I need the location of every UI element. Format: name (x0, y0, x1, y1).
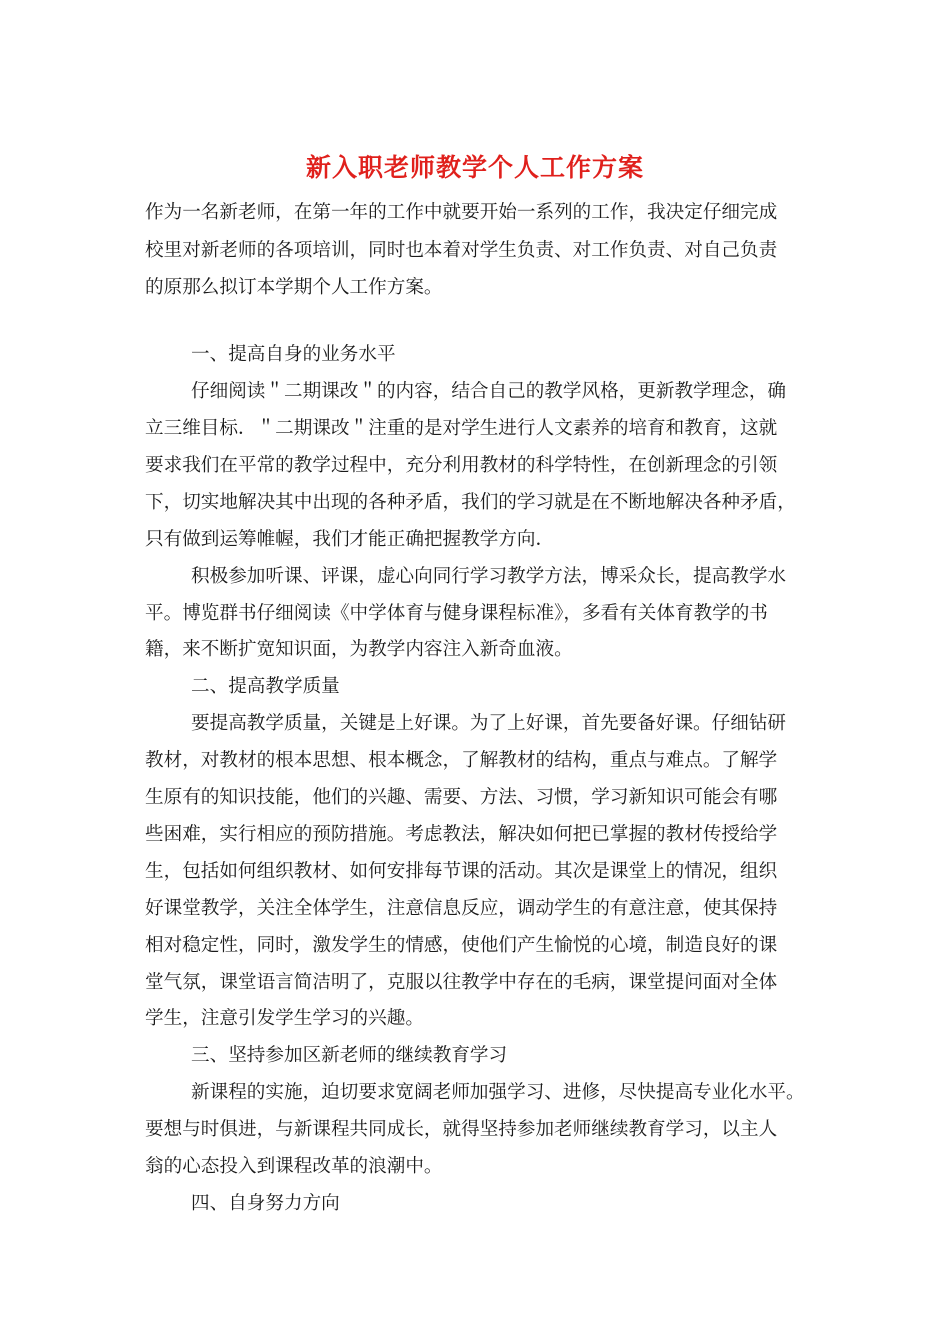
body-line: 生，包括如何组织教材、如何安排每节课的活动。其次是课堂上的情况，组织 (145, 861, 778, 882)
body-line: 新课程的实施，迫切要求宽阔老师加强学习、进修，尽快提高专业化水平。 (191, 1082, 805, 1103)
body-line: 作为一名新老师，在第一年的工作中就要开始一系列的工作，我决定仔细完成 (145, 202, 778, 223)
body-line: 要提高教学质量，关键是上好课。为了上好课，首先要备好课。仔细钻研 (191, 713, 787, 734)
body-line: 籍，来不断扩宽知识面，为教学内容注入新奇血液。 (145, 639, 573, 660)
section-heading: 四、自身努力方向 (191, 1193, 340, 1214)
body-line: 好课堂教学，关注全体学生，注意信息反应，调动学生的有意注意，使其保持 (145, 898, 778, 919)
body-line: 立三维目标．＂二期课改＂注重的是对学生进行人文素养的培育和教育，这就 (145, 418, 778, 439)
document-title: 新入职老师教学个人工作方案 (305, 153, 644, 182)
body-line: 的原那么拟订本学期个人工作方案。 (145, 277, 443, 298)
body-line: 下，切实地解决其中出现的各种矛盾，我们的学习就是在不断地解决各种矛盾， (145, 492, 796, 513)
body-line: 要想与时俱进，与新课程共同成长，就得坚持参加老师继续教育学习，以主人 (145, 1119, 778, 1140)
section-heading: 二、提高教学质量 (191, 676, 340, 697)
section-heading: 三、坚持参加区新老师的继续教育学习 (191, 1045, 508, 1066)
body-line: 校里对新老师的各项培训，同时也本着对学生负责、对工作负责、对自己负责 (145, 240, 778, 261)
body-line: 平。博览群书仔细阅读《中学体育与健身课程标准》，多看有关体育教学的书 (145, 603, 768, 624)
body-line: 翁的心态投入到课程改革的浪潮中。 (145, 1156, 443, 1177)
section-heading: 一、提高自身的业务水平 (191, 344, 396, 365)
body-line: 学生，注意引发学生学习的兴趣。 (145, 1008, 424, 1029)
body-line: 生原有的知识技能，他们的兴趣、需要、方法、习惯，学习新知识可能会有哪 (145, 787, 778, 808)
body-line: 相对稳定性，同时，激发学生的情感，使他们产生愉悦的心境，制造良好的课 (145, 935, 778, 956)
body-line: 积极参加听课、评课，虚心向同行学习教学方法，博采众长，提高教学水 (191, 566, 787, 587)
body-line: 仔细阅读＂二期课改＂的内容，结合自己的教学风格，更新教学理念，确 (191, 381, 787, 402)
body-line: 些困难，实行相应的预防措施。考虑教法，解决如何把已掌握的教材传授给学 (145, 824, 778, 845)
body-line: 教材，对教材的根本思想、根本概念，了解教材的结构，重点与难点。了解学 (145, 750, 778, 771)
body-line: 堂气氛，课堂语言简洁明了，克服以往教学中存在的毛病，课堂提问面对全体 (145, 972, 778, 993)
body-line: 要求我们在平常的教学过程中，充分利用教材的科学特性，在创新理念的引领 (145, 455, 778, 476)
body-line: 只有做到运筹帷幄，我们才能正确把握教学方向． (145, 529, 555, 550)
